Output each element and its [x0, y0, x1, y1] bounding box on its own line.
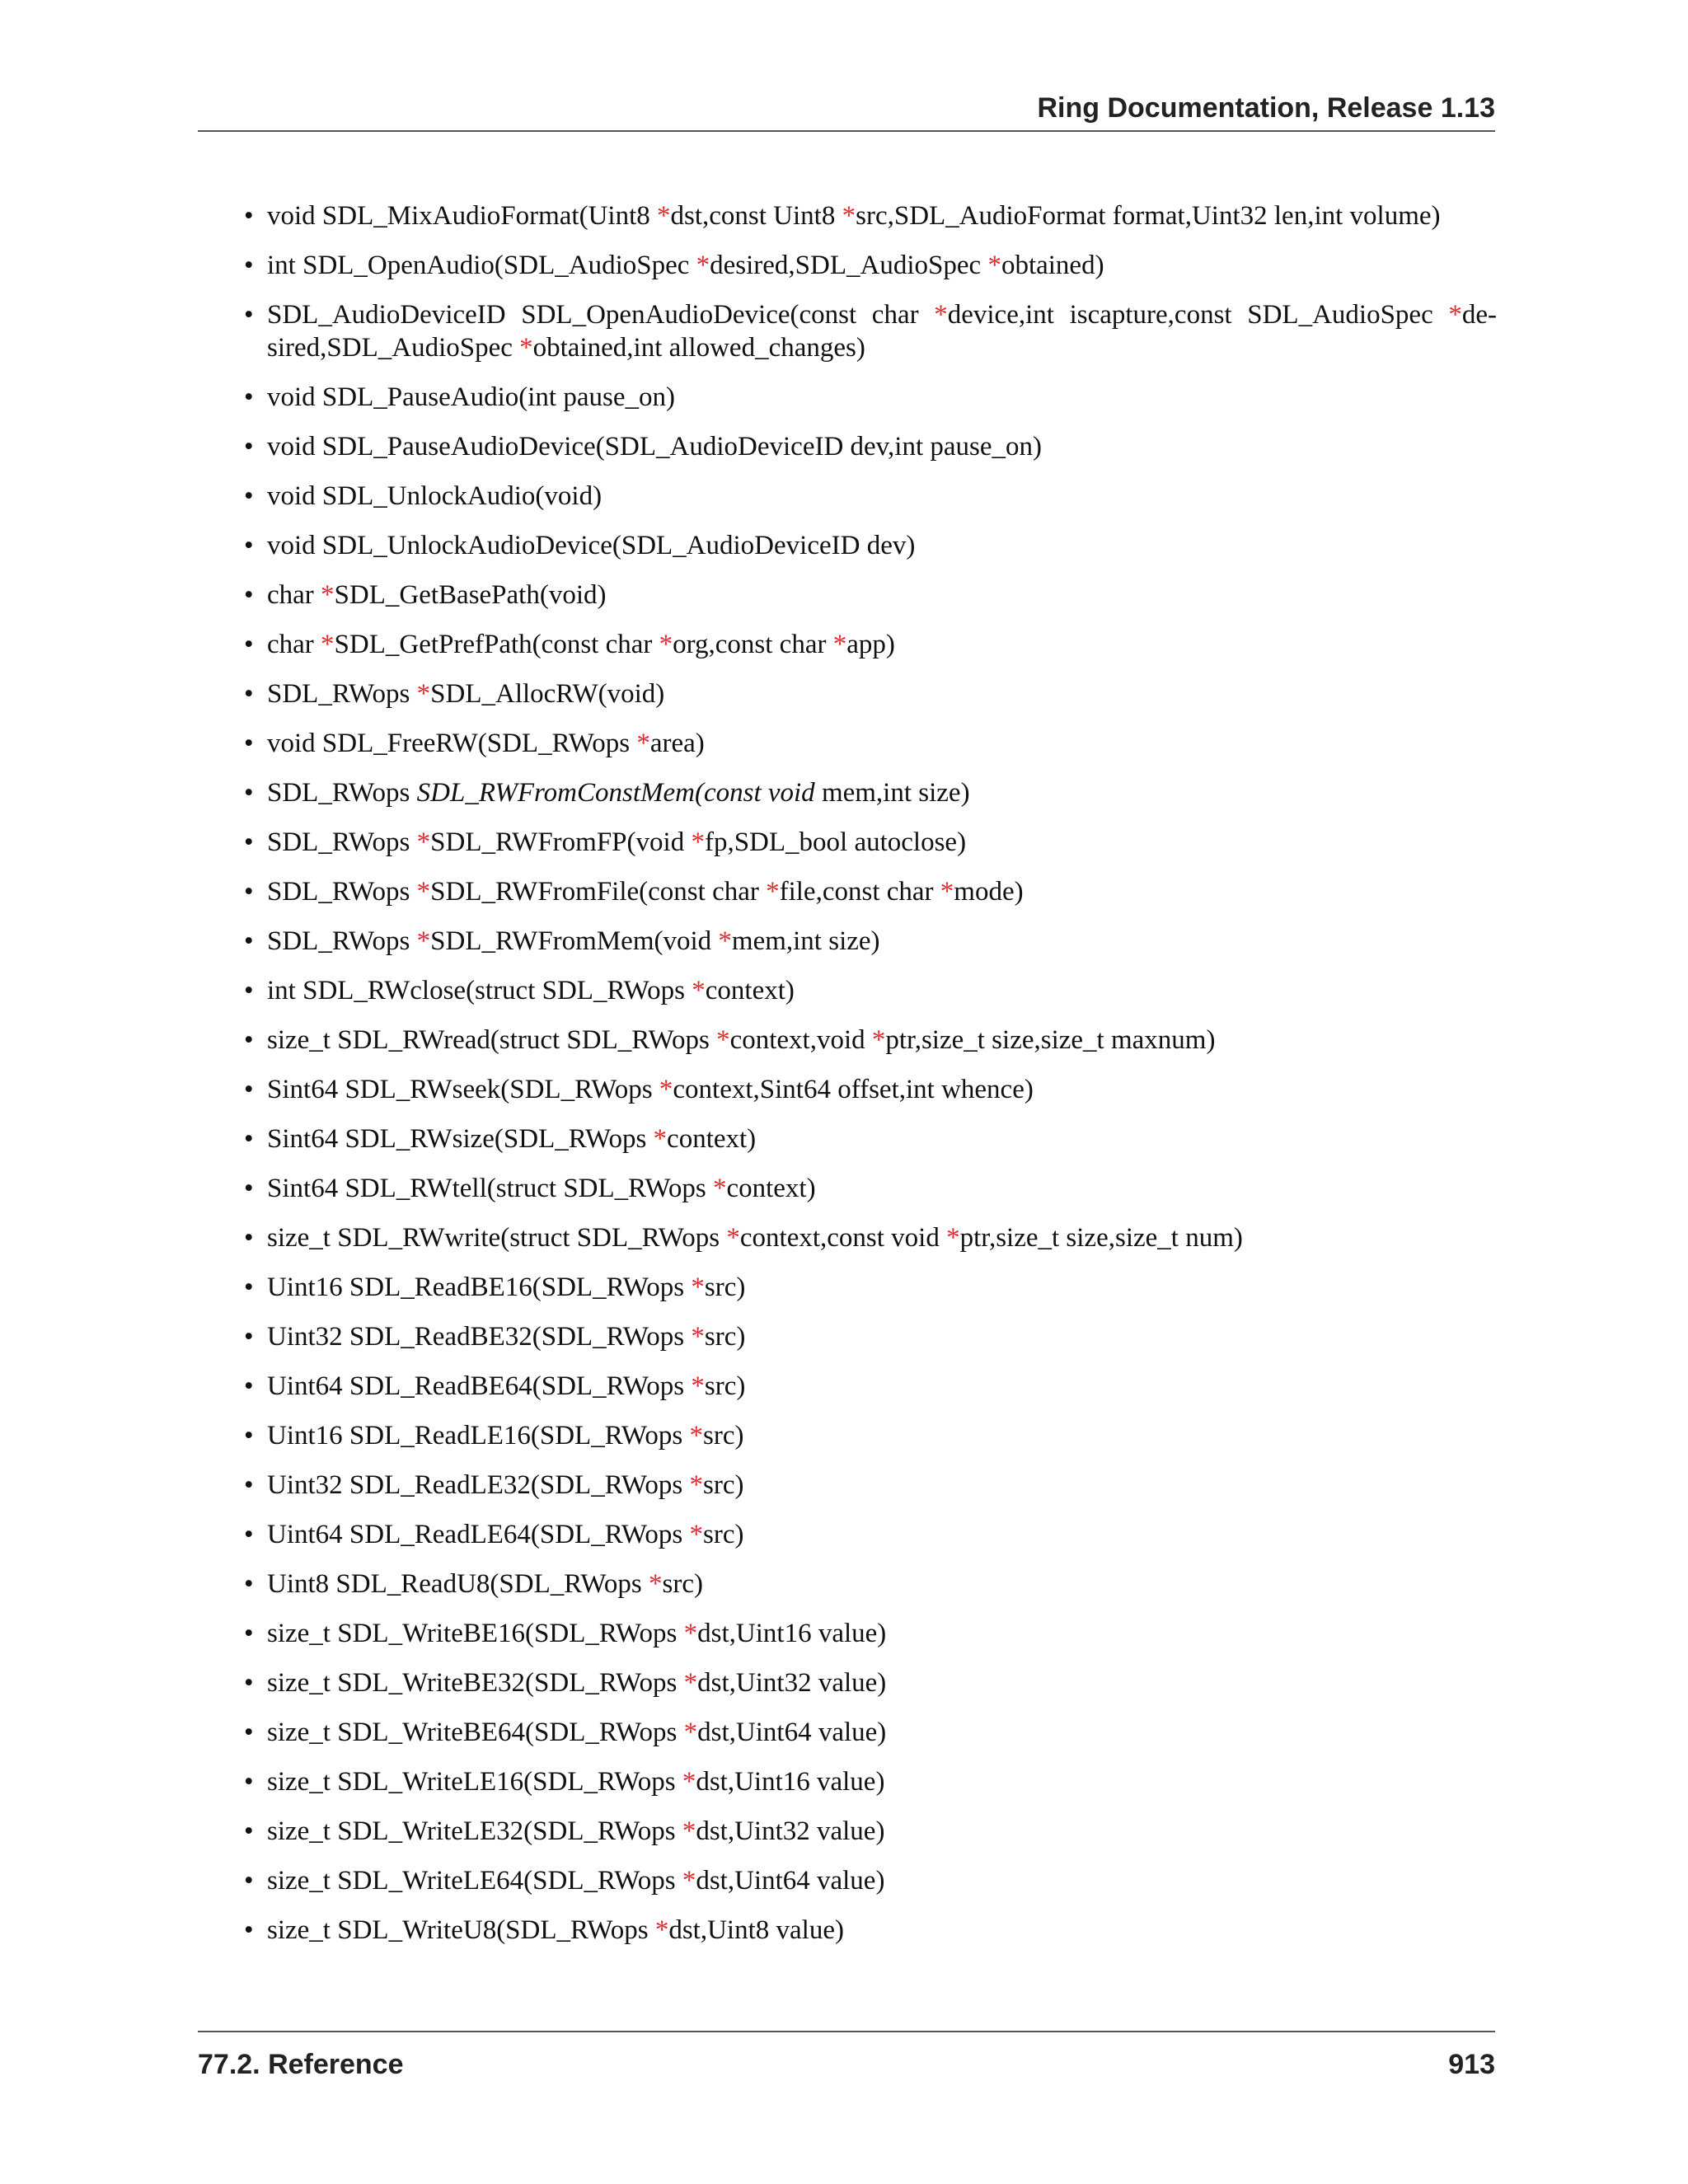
signature-text: area) — [649, 729, 705, 758]
signature-text: int SDL_OpenAudio(SDL_AudioSpec — [267, 251, 696, 280]
signature-text: size_t SDL_WriteLE64(SDL_RWops — [267, 1866, 682, 1896]
bullet: • — [244, 1272, 254, 1302]
bullet: • — [244, 1718, 254, 1747]
signature-text: Uint16 SDL_ReadBE16(SDL_RWops — [267, 1272, 692, 1302]
pointer-asterisk: * — [682, 1866, 696, 1896]
signature-text: SDL_RWFromFP(void — [430, 827, 692, 857]
signature-text: int SDL_RWclose(struct SDL_RWops — [267, 976, 692, 1005]
list-item — [244, 1765, 1497, 1798]
signature-text: SDL_AllocRW(void) — [430, 679, 665, 709]
signature-text: Uint8 SDL_ReadU8(SDL_RWops — [267, 1569, 649, 1599]
pointer-asterisk: * — [691, 827, 705, 857]
signature-text: dst,Uint16 value) — [696, 1767, 885, 1797]
signature-text: obtained,int allowed_changes) — [532, 333, 865, 363]
signature-text: size_t SDL_WriteLE16(SDL_RWops — [267, 1767, 682, 1797]
list-item — [244, 298, 1497, 364]
page-footer — [198, 2031, 1495, 2082]
pointer-asterisk: * — [832, 630, 847, 659]
signature-text: Uint16 SDL_ReadLE16(SDL_RWops — [267, 1421, 690, 1451]
signature-text: org,const char — [673, 630, 833, 659]
list-item — [244, 1370, 1497, 1403]
bullet: • — [244, 1174, 254, 1203]
pointer-asterisk: * — [654, 1915, 669, 1945]
signature-text: void SDL_PauseAudio(int pause_on) — [267, 382, 675, 412]
bullet: • — [244, 827, 254, 857]
signature-text: Sint64 SDL_RWseek(SDL_RWops — [267, 1075, 659, 1104]
bullet: • — [244, 1619, 254, 1648]
pointer-asterisk: * — [683, 1619, 698, 1648]
signature-text: device,int iscapture,const SDL_AudioSpec — [947, 300, 1449, 330]
list-item — [244, 1518, 1497, 1551]
signature-text: context,const void — [739, 1223, 947, 1253]
signature-text: context) — [726, 1174, 816, 1203]
bullet: • — [244, 1124, 254, 1154]
pointer-asterisk: * — [416, 926, 431, 956]
signature-text: app) — [846, 630, 895, 659]
signature-text: Sint64 SDL_RWsize(SDL_RWops — [267, 1124, 654, 1154]
pointer-asterisk: * — [659, 630, 673, 659]
pointer-asterisk: * — [519, 333, 533, 363]
list-item — [244, 529, 1497, 562]
signature-text: Uint32 SDL_ReadLE32(SDL_RWops — [267, 1470, 690, 1500]
signature-text: file,const char — [779, 877, 940, 907]
pointer-asterisk: * — [321, 630, 335, 659]
signature-text: SDL_GetBasePath(void) — [334, 580, 607, 610]
signature-text: size_t SDL_WriteLE32(SDL_RWops — [267, 1816, 682, 1846]
bullet: • — [244, 1668, 254, 1698]
signature-text: size_t SDL_WriteBE32(SDL_RWops — [267, 1668, 684, 1698]
list-item — [244, 925, 1497, 958]
signature-text: src) — [662, 1569, 703, 1599]
signature-text: size_t SDL_WriteBE64(SDL_RWops — [267, 1718, 684, 1747]
bullet: • — [244, 1915, 254, 1945]
signature-text: src) — [703, 1520, 744, 1549]
bullet: • — [244, 1322, 254, 1352]
list-item — [244, 1073, 1497, 1106]
signature-text: dst,Uint64 value) — [696, 1866, 885, 1896]
signature-text: SDL_RWops — [267, 778, 417, 808]
signature-text: context) — [667, 1124, 757, 1154]
bullet: • — [244, 432, 254, 462]
pointer-asterisk: * — [416, 827, 431, 857]
bullet: • — [244, 1470, 254, 1500]
bullet: • — [244, 1421, 254, 1451]
signature-text: Uint64 SDL_ReadLE64(SDL_RWops — [267, 1520, 690, 1549]
signature-text: void SDL_MixAudioFormat(Uint8 — [267, 201, 658, 231]
bullet: • — [244, 201, 254, 231]
signature-text: size_t SDL_WriteU8(SDL_RWops — [267, 1915, 655, 1945]
list-item — [244, 1568, 1497, 1601]
header-title: Ring Documentation, Release 1.13 — [1037, 92, 1495, 124]
list-item — [244, 1469, 1497, 1502]
pointer-asterisk: * — [653, 1124, 668, 1154]
list-item — [244, 677, 1497, 710]
pointer-asterisk: * — [842, 201, 856, 231]
signature-text: ptr,size_t size,size_t num) — [959, 1223, 1243, 1253]
list-item — [244, 727, 1497, 760]
signature-text: SDL_RWops — [267, 926, 417, 956]
footer-section-title: 77.2. Reference — [198, 2049, 404, 2080]
bullet: • — [244, 1569, 254, 1599]
pointer-asterisk: * — [636, 729, 650, 758]
pointer-asterisk: * — [696, 251, 710, 280]
list-item — [244, 1914, 1497, 1947]
signature-text: src) — [704, 1371, 746, 1401]
signature-text: obtained) — [1001, 251, 1104, 280]
pointer-asterisk: * — [726, 1223, 740, 1253]
list-item — [244, 1666, 1497, 1699]
pointer-asterisk: * — [689, 1520, 703, 1549]
signature-text: void SDL_UnlockAudio(void) — [267, 481, 603, 511]
list-item — [244, 1320, 1497, 1353]
pointer-asterisk: * — [1448, 300, 1462, 330]
signature-text: SDL_RWFromMem(void — [430, 926, 719, 956]
signature-text: dst,const Uint8 — [670, 201, 842, 231]
list-item — [244, 199, 1497, 232]
signature-text: SDL_GetPrefPath(const char — [334, 630, 659, 659]
list-item — [244, 381, 1497, 414]
list-item — [244, 1122, 1497, 1155]
signature-text: dst,Uint32 value) — [697, 1668, 887, 1698]
list-item — [244, 1172, 1497, 1205]
signature-text: dst,Uint8 value) — [668, 1915, 844, 1945]
pointer-asterisk: * — [766, 877, 780, 907]
list-item — [244, 1864, 1497, 1897]
bullet: • — [244, 481, 254, 511]
bullet: • — [244, 1767, 254, 1797]
pointer-asterisk: * — [649, 1569, 663, 1599]
signature-text: context,Sint64 offset,int whence) — [673, 1075, 1034, 1104]
bullet: • — [244, 1866, 254, 1896]
pointer-asterisk: * — [689, 1421, 703, 1451]
signature-text: void SDL_PauseAudioDevice(SDL_AudioDeviceID dev,int pause_on) — [267, 432, 1043, 462]
list-item — [244, 1815, 1497, 1848]
bullet: • — [244, 1223, 254, 1253]
list-item — [244, 579, 1497, 612]
list-item — [244, 1419, 1497, 1452]
pointer-asterisk: * — [682, 1767, 696, 1797]
signature-text: src) — [703, 1421, 744, 1451]
bullet: • — [244, 630, 254, 659]
signature-text: de- sired,SDL_AudioSpec — [267, 300, 1498, 363]
signature-text: dst,Uint32 value) — [696, 1816, 885, 1846]
signature-text: size_t SDL_WriteBE16(SDL_RWops — [267, 1619, 684, 1648]
pointer-asterisk: * — [871, 1025, 886, 1055]
list-item — [244, 776, 1497, 809]
signature-text: Uint64 SDL_ReadBE64(SDL_RWops — [267, 1371, 692, 1401]
pointer-asterisk: * — [712, 1174, 727, 1203]
signature-text: void SDL_FreeRW(SDL_RWops — [267, 729, 637, 758]
pointer-asterisk: * — [716, 1025, 730, 1055]
bullet: • — [244, 877, 254, 907]
pointer-asterisk: * — [689, 1470, 703, 1500]
signature-text: size_t SDL_RWwrite(struct SDL_RWops — [267, 1223, 727, 1253]
bullet: • — [244, 729, 254, 758]
pointer-asterisk: * — [934, 300, 948, 330]
pointer-asterisk: * — [691, 1371, 705, 1401]
pointer-asterisk: * — [683, 1668, 698, 1698]
signature-text: SDL_RWFromFile(const char — [430, 877, 767, 907]
signature-text: dst,Uint16 value) — [697, 1619, 887, 1648]
pointer-asterisk: * — [321, 580, 335, 610]
pointer-asterisk: * — [683, 1718, 698, 1747]
signature-text: size_t SDL_RWread(struct SDL_RWops — [267, 1025, 717, 1055]
pointer-asterisk: * — [946, 1223, 960, 1253]
list-item — [244, 430, 1497, 463]
signature-text: mem,int size) — [731, 926, 880, 956]
list-item — [244, 974, 1497, 1007]
signature-text: context,void — [729, 1025, 872, 1055]
signature-text: Uint32 SDL_ReadBE32(SDL_RWops — [267, 1322, 692, 1352]
bullet: • — [244, 1075, 254, 1104]
pointer-asterisk: * — [657, 201, 671, 231]
list-item — [244, 1716, 1497, 1749]
pointer-asterisk: * — [691, 1322, 705, 1352]
pointer-asterisk: * — [659, 1075, 673, 1104]
signature-text: context) — [705, 976, 795, 1005]
bullet: • — [244, 300, 254, 330]
signature-text: desired,SDL_AudioSpec — [710, 251, 988, 280]
bullet: • — [244, 531, 254, 560]
signature-text: mode) — [954, 877, 1024, 907]
list-item — [244, 1617, 1497, 1650]
signature-text: SDL_RWFromConstMem(const void — [416, 778, 815, 808]
list-item — [244, 826, 1497, 859]
pointer-asterisk: * — [718, 926, 732, 956]
bullet: • — [244, 580, 254, 610]
page-number: 913 — [1448, 2049, 1495, 2080]
signature-text: mem,int size) — [814, 778, 970, 808]
pointer-asterisk: * — [682, 1816, 696, 1846]
pointer-asterisk: * — [416, 679, 431, 709]
signature-text: Sint64 SDL_RWtell(struct SDL_RWops — [267, 1174, 713, 1203]
pointer-asterisk: * — [987, 251, 1001, 280]
signature-text: char — [267, 630, 321, 659]
signature-text: src,SDL_AudioFormat format,Uint32 len,int volume) — [856, 201, 1441, 231]
bullet: • — [244, 382, 254, 412]
bullet: • — [244, 1371, 254, 1401]
list-item — [244, 628, 1497, 661]
list-item — [244, 480, 1497, 513]
list-item — [244, 1271, 1497, 1304]
signature-text: dst,Uint64 value) — [697, 1718, 887, 1747]
bullet: • — [244, 926, 254, 956]
bullet: • — [244, 1520, 254, 1549]
bullet: • — [244, 1025, 254, 1055]
signature-text: ptr,size_t size,size_t maxnum) — [885, 1025, 1216, 1055]
signature-text: SDL_AudioDeviceID SDL_OpenAudioDevice(const char — [267, 300, 935, 330]
signature-text: SDL_RWops — [267, 827, 417, 857]
signature-text: char — [267, 580, 321, 610]
signature-text: SDL_RWops — [267, 877, 417, 907]
signature-text: void SDL_UnlockAudioDevice(SDL_AudioDeviceID dev) — [267, 531, 916, 560]
signature-text: src) — [704, 1272, 746, 1302]
bullet: • — [244, 778, 254, 808]
list-item — [244, 1221, 1497, 1254]
pointer-asterisk: * — [691, 1272, 705, 1302]
list-item — [244, 1024, 1497, 1057]
bullet: • — [244, 679, 254, 709]
pointer-asterisk: * — [692, 976, 706, 1005]
list-item — [244, 875, 1497, 908]
api-function-list — [244, 199, 1497, 1963]
signature-text: SDL_RWops — [267, 679, 417, 709]
pointer-asterisk: * — [940, 877, 954, 907]
pointer-asterisk: * — [416, 877, 431, 907]
bullet: • — [244, 976, 254, 1005]
list-item — [244, 249, 1497, 282]
signature-text: fp,SDL_bool autoclose) — [704, 827, 967, 857]
bullet: • — [244, 1816, 254, 1846]
bullet: • — [244, 251, 254, 280]
page-header — [198, 89, 1495, 132]
signature-text: src) — [704, 1322, 746, 1352]
signature-text: src) — [703, 1470, 744, 1500]
